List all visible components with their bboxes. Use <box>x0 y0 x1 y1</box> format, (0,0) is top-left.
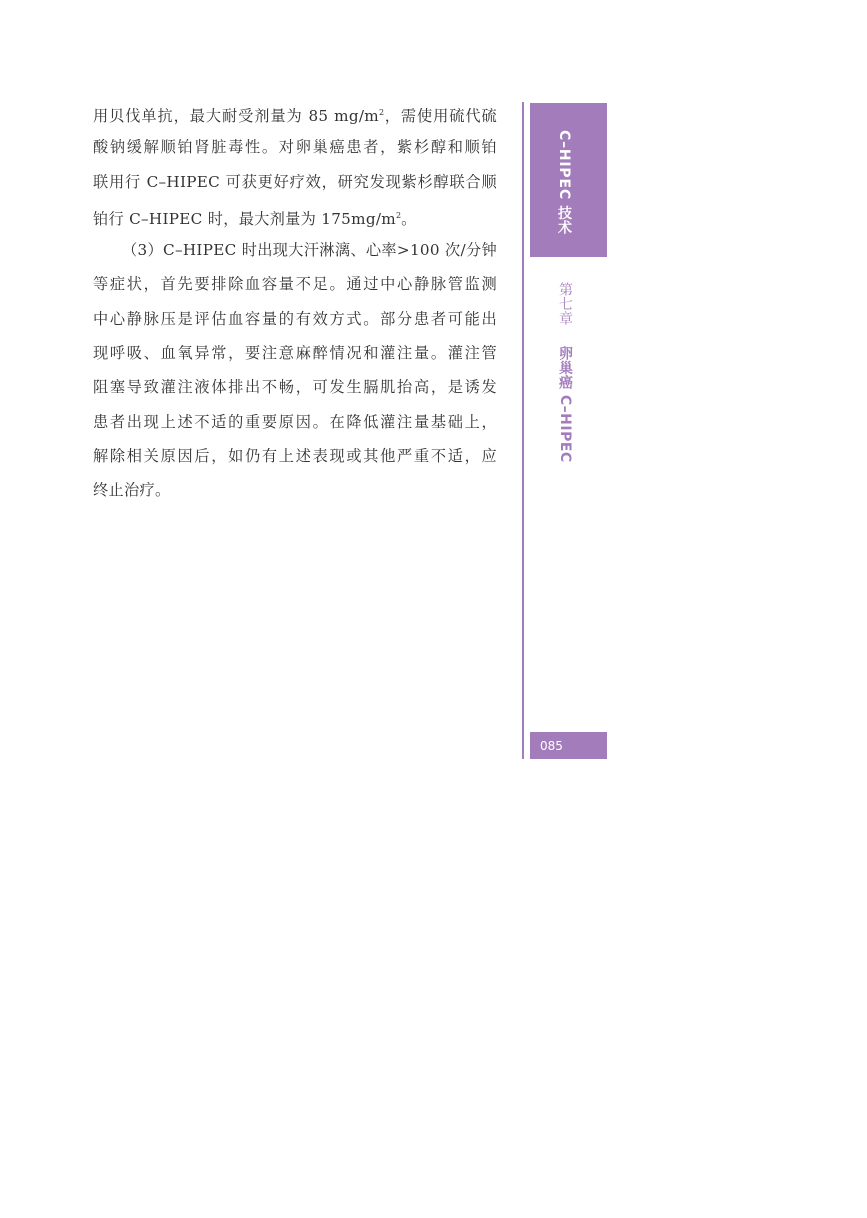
paragraph-start-line: （3）C–HIPEC 时出现大汗淋漓、心率>100 次/分钟 <box>122 241 497 260</box>
text-line: 患者出现上述不适的重要原因。在降低灌注量基础上， <box>93 412 497 431</box>
body-text <box>93 96 497 508</box>
text-line: 中心静脉压是评估血容量的有效方式。部分患者可能出 <box>93 309 497 328</box>
text-line: 酸钠缓解顺铂肾脏毒性。对卵巢癌患者，紫杉醇和顺铂 <box>93 138 497 157</box>
sidebar-divider-line <box>522 102 524 759</box>
text-line: 终止治疗。 <box>93 481 171 500</box>
text-line: 铂行 C–HIPEC 时，最大剂量为 $175mg/m^2$。 <box>93 209 417 228</box>
text-line: 用贝伐单抗，最大耐受剂量为 85 $mg/m^2$，需使用硫代硫 <box>93 107 497 125</box>
chapter-heading <box>555 282 575 463</box>
text-line: 等症状，首先要排除血容量不足。通过中心静脉管监测 <box>93 275 497 294</box>
chapter-name: 卵巢癌 C–HIPEC <box>557 346 573 464</box>
page-number: 085 <box>540 739 563 753</box>
text-line: 现呼吸、血氧异常，要注意麻醉情况和灌注量。灌注管 <box>93 344 497 363</box>
text-line: 阻塞导致灌注液体排出不畅，可发生膈肌抬高，是诱发 <box>93 378 497 397</box>
text-line: 解除相关原因后，如仍有上述表现或其他严重不适，应 <box>93 446 497 465</box>
book-title: C–HIPEC 技术 <box>556 130 572 236</box>
text-line: 联用行 C–HIPEC 可获更好疗效，研究发现紫杉醇联合顺 <box>93 172 497 191</box>
chapter-label: 第七章 <box>557 282 573 326</box>
